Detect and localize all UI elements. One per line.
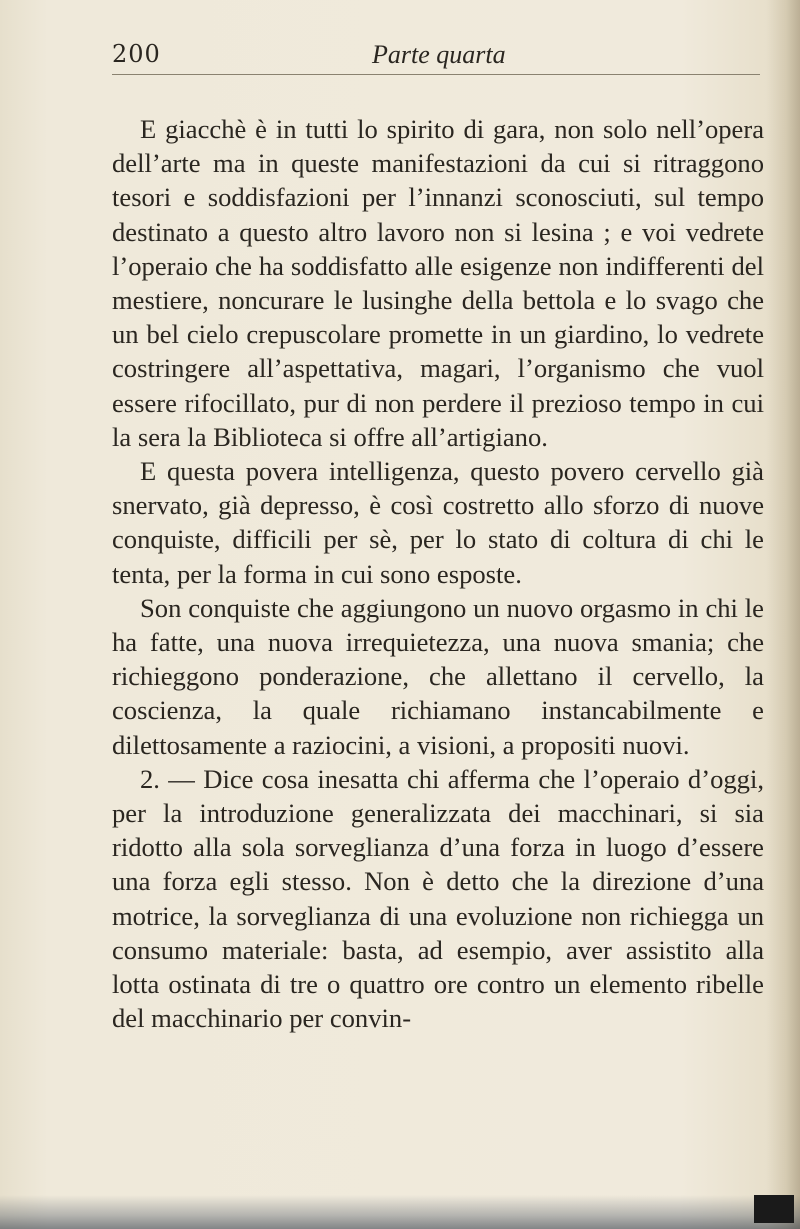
page-edge-shadow [766,0,800,1229]
page-number: 200 [112,40,161,68]
running-title: Parte quarta [372,40,506,69]
paragraph: E giacchè è in tutti lo spirito di gara, non solo nell’opera dell’arte ma in queste manifestazioni da cui si ritraggono tesori e soddisfazioni per l’innanzi sconosciuti, sul tempo destinato a questo altro lavoro non si lesina ; e voi vedrete l’operaio che ha soddisfatto alle esigenze non indifferenti del mestiere, noncurare le lusinghe della bettola e lo svago che un bel cielo crepuscolare promette in un giardino, lo vedrete costringere all’aspettativa, magari, l’organismo che vuol essere rifocillato, pur di non perdere il prezioso tempo in cui la sera la Biblioteca si offre all’artigiano. [112,114,764,452]
scan-corner-mark [754,1195,794,1223]
paragraph: E questa povera intelligenza, questo povero cervello già snervato, già depresso, è così costretto allo sforzo di nuove conquiste, difficili per sè, per lo stato di coltura di chi le tenta, per la forma in cui sono esposte. [112,456,764,589]
page-header [112,38,762,78]
scan-bottom-edge [0,1195,800,1229]
body-text [112,112,764,1035]
paragraph: Son conquiste che aggiungono un nuovo orgasmo in chi le ha fatte, una nuova irrequietezza, una nuova smania; che richieggono ponderazione, che allettano il cervello, la coscienza, la quale richiamano instancabilmente e dilettosamente a raziocini, a visioni, a propositi nuovi. [112,592,764,760]
header-rule [112,74,760,75]
paragraph: 2. — Dice cosa inesatta chi afferma che l’operaio d’oggi, per la introduzione generalizzata dei macchinari, si sia ridotto alla sola sorveglianza d’una forza in luogo d’essere una forza egli stesso. Non è detto che la direzione d’una motrice, la sorveglianza di una evoluzione non richiegga un consumo materiale: basta, ad esempio, aver assistito alla lotta ostinata di tre o quattro ore contro un elemento ribelle del macchinario per convin- [112,763,764,1034]
